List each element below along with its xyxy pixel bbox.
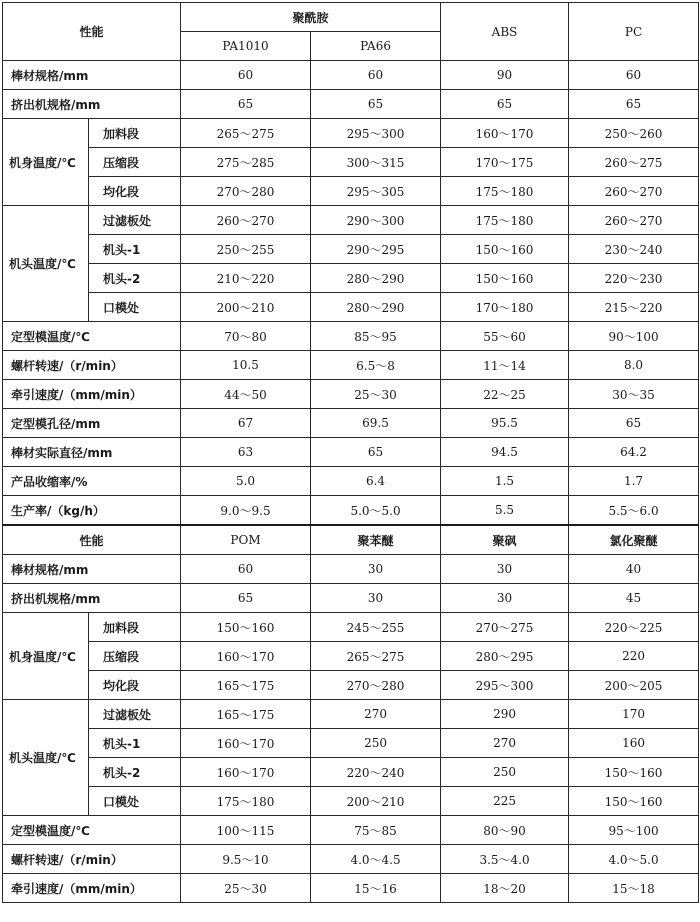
table-row [3,700,699,729]
cell: 295～300 [441,671,569,700]
row-label: 螺杆转速/（r/min） [3,351,181,380]
cell: 94.5 [441,438,569,467]
table-row [3,438,699,467]
cell: 220～230 [569,264,699,293]
col-header-pa66: PA66 [311,32,441,61]
cell: 150～160 [569,758,699,787]
table2-header-row [3,525,699,555]
cell: 40 [569,555,699,584]
table-row [3,119,699,148]
sub-label: 机头-1 [89,235,181,264]
row-label: 棒材规格/mm [3,555,181,584]
cell: 6.5～8 [311,351,441,380]
cell: 260～270 [181,206,311,235]
cell: 260～270 [569,177,699,206]
cell: 67 [181,409,311,438]
cell: 60 [181,61,311,90]
cell: 170～180 [441,293,569,322]
cell: 30～35 [569,380,699,409]
cell: 75～85 [311,816,441,845]
cell: 215～220 [569,293,699,322]
row-label: 产品收缩率/% [3,467,181,496]
table-row [3,409,699,438]
cell: 250 [441,758,569,787]
cell: 11～14 [441,351,569,380]
property-header-2: 性能 [3,525,181,555]
sub-label: 加料段 [89,119,181,148]
cell: 225 [441,787,569,816]
col-header-cpe: 氯化聚醚 [569,525,699,555]
cell: 150～160 [569,787,699,816]
cell: 5.0 [181,467,311,496]
row-label: 定型模孔径/mm [3,409,181,438]
cell: 295～300 [311,119,441,148]
table-row [3,264,699,293]
extrusion-parameters-table [2,2,699,903]
cell: 290～300 [311,206,441,235]
table-row [3,642,699,671]
cell: 95.5 [441,409,569,438]
cell: 270～280 [311,671,441,700]
row-label: 定型模温度/℃ [3,816,181,845]
cell: 5.5～6.0 [569,496,699,526]
row-label: 棒材规格/mm [3,61,181,90]
table-row [3,322,699,351]
table-row [3,351,699,380]
cell: 1.5 [441,467,569,496]
cell: 69.5 [311,409,441,438]
cell: 265～275 [311,642,441,671]
cell: 15～16 [311,874,441,903]
table-row [3,206,699,235]
table-row [3,584,699,613]
cell: 175～180 [181,787,311,816]
cell: 30 [441,584,569,613]
cell: 265～275 [181,119,311,148]
head-temp-label: 机头温度/℃ [3,206,89,322]
cell: 290 [441,700,569,729]
sub-label: 机头-2 [89,264,181,293]
cell: 65 [181,584,311,613]
table-row [3,729,699,758]
sub-label: 压缩段 [89,642,181,671]
cell: 80～90 [441,816,569,845]
row-label: 生产率/（kg/h） [3,496,181,526]
table-row [3,613,699,642]
cell: 150～160 [181,613,311,642]
row-label: 定型模温度/℃ [3,322,181,351]
sub-label: 过滤板处 [89,700,181,729]
cell: 25～30 [311,380,441,409]
cell: 160～170 [181,642,311,671]
col-header-ppo: 聚苯醚 [311,525,441,555]
cell: 65 [569,90,699,119]
cell: 230～240 [569,235,699,264]
sub-label: 口模处 [89,787,181,816]
table-row [3,555,699,584]
table-row [3,874,699,903]
table-row [3,177,699,206]
cell: 150～160 [441,264,569,293]
sub-label: 过滤板处 [89,206,181,235]
cell: 280～295 [441,642,569,671]
cell: 250 [311,729,441,758]
cell: 5.5 [441,496,569,526]
cell: 170～175 [441,148,569,177]
cell: 300～315 [311,148,441,177]
cell: 200～205 [569,671,699,700]
cell: 250～255 [181,235,311,264]
table-row [3,496,699,526]
cell: 65 [311,438,441,467]
table-row [3,380,699,409]
cell: 170 [569,700,699,729]
cell: 9.0～9.5 [181,496,311,526]
table-row [3,148,699,177]
cell: 65 [569,409,699,438]
cell: 90～100 [569,322,699,351]
sub-label: 加料段 [89,613,181,642]
cell: 260～270 [569,206,699,235]
row-label: 牵引速度/（mm/min） [3,874,181,903]
cell: 220 [569,642,699,671]
row-label: 挤出机规格/mm [3,90,181,119]
col-header-pom: POM [181,525,311,555]
sub-label: 压缩段 [89,148,181,177]
cell: 165～175 [181,700,311,729]
cell: 3.5～4.0 [441,845,569,874]
cell: 70～80 [181,322,311,351]
cell: 250～260 [569,119,699,148]
table-row [3,671,699,700]
table-row [3,293,699,322]
cell: 200～210 [181,293,311,322]
col-header-psf: 聚砜 [441,525,569,555]
col-header-abs: ABS [441,3,569,61]
cell: 4.0～4.5 [311,845,441,874]
cell: 165～175 [181,671,311,700]
cell: 15～18 [569,874,699,903]
cell: 63 [181,438,311,467]
cell: 160～170 [181,729,311,758]
cell: 160～170 [441,119,569,148]
cell: 100～115 [181,816,311,845]
table-row [3,61,699,90]
cell: 290～295 [311,235,441,264]
cell: 65 [181,90,311,119]
cell: 175～180 [441,177,569,206]
cell: 200～210 [311,787,441,816]
table-row [3,758,699,787]
cell: 30 [441,555,569,584]
cell: 60 [181,555,311,584]
cell: 64.2 [569,438,699,467]
cell: 4.0～5.0 [569,845,699,874]
cell: 65 [311,90,441,119]
sub-label: 机头-1 [89,729,181,758]
table-row [3,235,699,264]
table-row [3,816,699,845]
sub-label: 口模处 [89,293,181,322]
head-temp-label-2: 机头温度/℃ [3,700,89,816]
table-row [3,467,699,496]
body-temp-label-2: 机身温度/℃ [3,613,89,700]
cell: 60 [569,61,699,90]
cell: 8.0 [569,351,699,380]
cell: 280～290 [311,293,441,322]
cell: 85～95 [311,322,441,351]
cell: 220～225 [569,613,699,642]
cell: 55～60 [441,322,569,351]
table-row [3,845,699,874]
cell: 9.5～10 [181,845,311,874]
cell: 275～285 [181,148,311,177]
cell: 18～20 [441,874,569,903]
cell: 270 [311,700,441,729]
cell: 60 [311,61,441,90]
cell: 245～255 [311,613,441,642]
property-header: 性能 [3,3,181,61]
cell: 65 [441,90,569,119]
cell: 270～275 [441,613,569,642]
cell: 10.5 [181,351,311,380]
col-header-pc: PC [569,3,699,61]
cell: 175～180 [441,206,569,235]
cell: 270～280 [181,177,311,206]
sub-label: 机头-2 [89,758,181,787]
col-header-pa1010: PA1010 [181,32,311,61]
cell: 160 [569,729,699,758]
cell: 270 [441,729,569,758]
cell: 25～30 [181,874,311,903]
row-label: 牵引速度/（mm/min） [3,380,181,409]
sub-label: 均化段 [89,671,181,700]
table-row [3,787,699,816]
row-label: 棒材实际直径/mm [3,438,181,467]
cell: 6.4 [311,467,441,496]
cell: 44～50 [181,380,311,409]
cell: 30 [311,555,441,584]
cell: 90 [441,61,569,90]
cell: 30 [311,584,441,613]
cell: 1.7 [569,467,699,496]
row-label: 螺杆转速/（r/min） [3,845,181,874]
cell: 210～220 [181,264,311,293]
cell: 45 [569,584,699,613]
table-row [3,90,699,119]
row-label: 挤出机规格/mm [3,584,181,613]
cell: 5.0～5.0 [311,496,441,526]
sub-label: 均化段 [89,177,181,206]
cell: 22～25 [441,380,569,409]
polyamide-header: 聚酰胺 [181,3,441,32]
cell: 260～275 [569,148,699,177]
cell: 280～290 [311,264,441,293]
cell: 295～305 [311,177,441,206]
cell: 160～170 [181,758,311,787]
cell: 150～160 [441,235,569,264]
body-temp-label: 机身温度/℃ [3,119,89,206]
cell: 220～240 [311,758,441,787]
cell: 95～100 [569,816,699,845]
